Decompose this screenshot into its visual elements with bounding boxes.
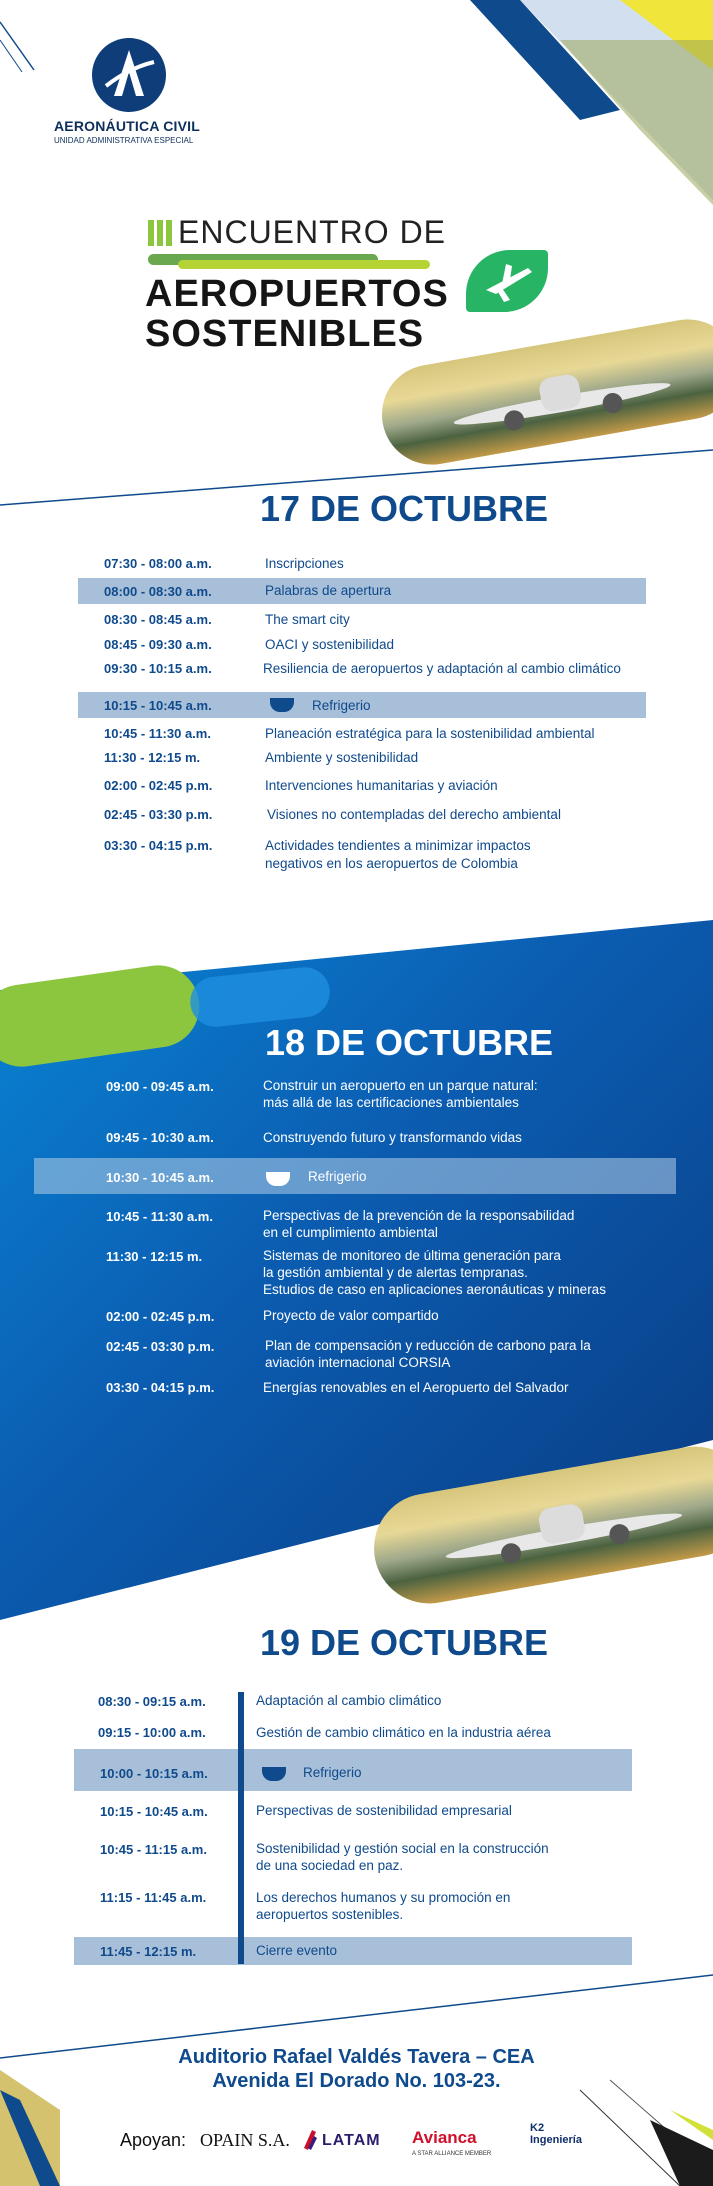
day2-activity: Proyecto de valor compartido: [263, 1308, 439, 1323]
day1-title: 17 DE OCTUBRE: [260, 488, 549, 529]
airplane-leaf-icon: [466, 250, 548, 312]
day1-activity: Visiones no contempladas del derecho ambiental: [267, 807, 561, 822]
day2-activity-cont: Estudios de caso en aplicaciones aeronáuticas y mineras: [263, 1282, 606, 1297]
day1-time: 02:00 - 02:45 p.m.: [104, 778, 213, 793]
day1-time: 08:00 - 08:30 a.m.: [104, 584, 212, 599]
day2-title: 18 DE OCTUBRE: [265, 1022, 554, 1063]
day3-activity-cont: aeropuertos sostenibles.: [256, 1907, 404, 1922]
day1-activity: Resiliencia de aeropuertos y adaptación al cambio climático: [263, 661, 621, 676]
day3-time: 10:15 - 10:45 a.m.: [100, 1804, 208, 1819]
event-title-line1: ENCUENTRO DE: [178, 214, 447, 250]
day1-time: 07:30 - 08:00 a.m.: [104, 556, 212, 571]
day2-activity: Energías renovables en el Aeropuerto del Salvador: [263, 1380, 569, 1395]
sponsor-avianca: Avianca: [412, 2128, 477, 2147]
day3-time: 11:15 - 11:45 a.m.: [100, 1890, 207, 1905]
day1-time: 08:45 - 09:30 a.m.: [104, 637, 212, 652]
day1-activity: Palabras de apertura: [265, 583, 392, 598]
day1-time: 10:15 - 10:45 a.m.: [104, 698, 212, 713]
logo-name: AERONÁUTICA CIVIL: [54, 118, 200, 134]
day3-time: 09:15 - 10:00 a.m.: [98, 1725, 206, 1740]
day3-activity: Los derechos humanos y su promoción en: [256, 1890, 511, 1905]
day3-activity: Sostenibilidad y gestión social en la construcción: [256, 1841, 549, 1856]
day2-time: 11:30 - 12:15 m.: [106, 1249, 203, 1264]
sponsor-k2: K2 Ingeniería: [530, 2122, 582, 2146]
logo-subtitle: UNIDAD ADMINISTRATIVA ESPECIAL: [54, 136, 194, 145]
day1-activity: Planeación estratégica para la sostenibilidad ambiental: [265, 726, 595, 741]
venue-name: Auditorio Rafael Valdés Tavera – CEA: [178, 2046, 535, 2068]
day2-activity: Perspectivas de la prevención de la responsabilidad: [263, 1208, 575, 1223]
roman-numeral-three: [148, 220, 176, 246]
day2-activity: Refrigerio: [308, 1169, 367, 1184]
day2-activity-cont: más allá de las certificaciones ambientales: [263, 1095, 519, 1110]
day2-time: 02:00 - 02:45 p.m.: [106, 1309, 215, 1324]
sponsor-opain: OPAIN S.A.: [200, 2130, 290, 2150]
day1-activity: OACI y sostenibilidad: [265, 637, 395, 652]
day1-time: 10:45 - 11:30 a.m.: [104, 726, 211, 741]
support-label: Apoyan:: [120, 2130, 187, 2150]
day2-time: 02:45 - 03:30 p.m.: [106, 1339, 215, 1354]
day2-time: 10:45 - 11:30 a.m.: [106, 1209, 213, 1224]
day1-time: 11:30 - 12:15 m.: [104, 750, 201, 765]
day3-title: 19 DE OCTUBRE: [260, 1622, 549, 1663]
day2-time: 03:30 - 04:15 p.m.: [106, 1380, 215, 1395]
event-title-main: [145, 274, 449, 354]
day2-activity-cont: en el cumplimiento ambiental: [263, 1225, 438, 1240]
day1-time: 09:30 - 10:15 a.m.: [104, 661, 212, 676]
day1-activity: The smart city: [265, 612, 350, 627]
day3-timeline-divider: [238, 1692, 244, 1964]
day3-time: 11:45 - 12:15 m.: [100, 1944, 197, 1959]
day1-activity: Actividades tendientes a minimizar impactos: [265, 838, 531, 853]
day2-activity: Plan de compensación y reducción de carbono para la: [265, 1338, 591, 1353]
lime-accent-bar: [178, 260, 430, 269]
day1-time: 03:30 - 04:15 p.m.: [104, 838, 213, 853]
day2-activity-cont: la gestión ambiental y de alertas tempranas.: [263, 1265, 528, 1280]
day2-activity: Sistemas de monitoreo de última generación para: [263, 1248, 561, 1263]
day2-time: 09:00 - 09:45 a.m.: [106, 1079, 214, 1094]
day2-activity-cont: aviación internacional CORSIA: [265, 1355, 451, 1370]
latam-logo-icon: [302, 2128, 318, 2150]
avianca-tagline: A STAR ALLIANCE MEMBER: [412, 2151, 492, 2157]
event-title-line2: AEROPUERTOS: [145, 273, 449, 315]
day1-activity: Intervenciones humanitarias y aviación: [265, 778, 498, 793]
day2-time: 10:30 - 10:45 a.m.: [106, 1170, 214, 1185]
day1-time: 08:30 - 08:45 a.m.: [104, 612, 212, 627]
sponsor-latam: LATAM: [322, 2132, 381, 2149]
day3-time: 10:45 - 11:15 a.m.: [100, 1842, 207, 1857]
day3-activity: Refrigerio: [303, 1765, 362, 1780]
logo-emblem: [92, 38, 166, 112]
day3-activity-cont: de una sociedad en paz.: [256, 1858, 404, 1873]
day3-time: 08:30 - 09:15 a.m.: [98, 1694, 206, 1709]
day2-activity: Construyendo futuro y transformando vidas: [263, 1130, 522, 1145]
day3-activity: Gestión de cambio climático en la industria aérea: [256, 1725, 551, 1740]
day2-time: 09:45 - 10:30 a.m.: [106, 1130, 214, 1145]
day3-activity: Cierre evento: [256, 1943, 338, 1958]
day1-activity: Inscripciones: [265, 556, 344, 571]
day3-activity: Perspectivas de sostenibilidad empresarial: [256, 1803, 512, 1818]
venue-address: Avenida El Dorado No. 103-23.: [212, 2070, 501, 2092]
day1-time: 02:45 - 03:30 p.m.: [104, 807, 213, 822]
day3-time: 10:00 - 10:15 a.m.: [100, 1766, 208, 1781]
event-title-line3: SOSTENIBLES: [145, 313, 425, 355]
day2-activity: Construir un aeropuerto en un parque natural:: [263, 1078, 538, 1093]
day1-activity: Refrigerio: [312, 698, 371, 713]
day3-activity: Adaptación al cambio climático: [256, 1693, 442, 1708]
day1-activity-cont: negativos en los aeropuertos de Colombia: [265, 856, 518, 871]
day1-activity: Ambiente y sostenibilidad: [265, 750, 419, 765]
